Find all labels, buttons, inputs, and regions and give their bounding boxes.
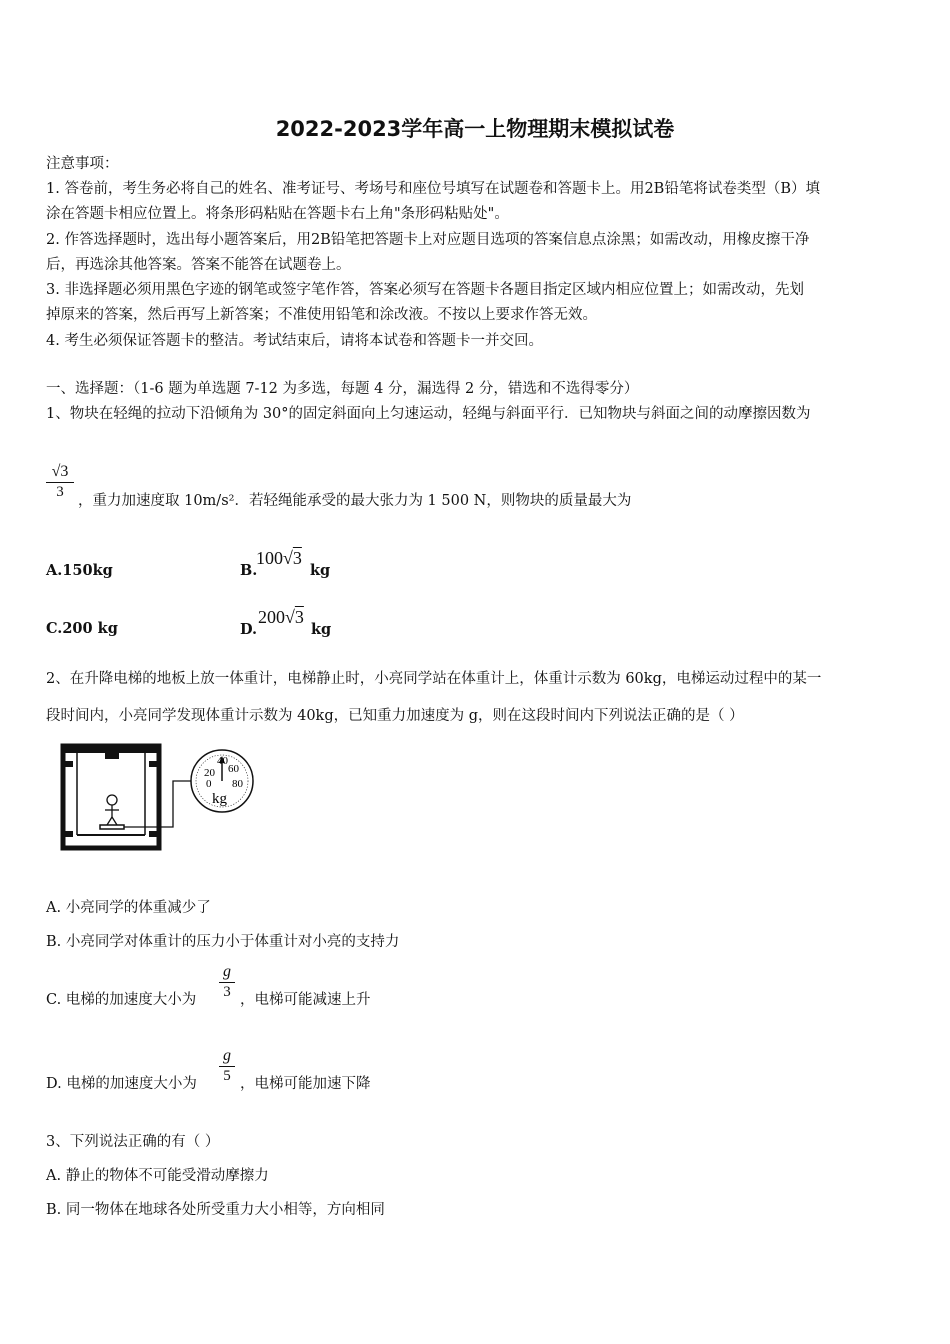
elevator-scale-figure [60, 743, 280, 851]
q2-option-b: B. 小亮同学对体重计的压力小于体重计对小亮的支持力 [46, 934, 400, 950]
notice-line: 2. 作答选择题时，选出每小题答案后，用2B铅笔把答题卡上对应题目选项的答案信息点涂黑；如需改动，用橡皮擦干净 [46, 232, 810, 248]
notice-line: 掉原来的答案，然后再写上新答案；不准使用铅笔和涂改液。不按以上要求作答无效。 [46, 307, 597, 323]
q3-option-a: A. 静止的物体不可能受滑动摩擦力 [46, 1168, 269, 1184]
page-title: 2022-2023学年高一上物理期末模拟试卷 [275, 117, 675, 141]
q3-option-b: B. 同一物体在地球各处所受重力大小相等，方向相同 [46, 1202, 385, 1218]
q2-option-d-fraction: g 5 [219, 1047, 235, 1085]
q1-fraction-num: √3 [51, 463, 69, 480]
q1-option-b-value: 100√3 [256, 548, 302, 568]
q1-stem: 1、物块在轻绳的拉动下沿倾角为 30°的固定斜面向上匀速运动，轻绳与斜面平行．已知物块与斜面之间的动摩擦因数为 [46, 406, 811, 422]
q1-stem-cont: ，重力加速度取 10m/s²．若轻绳能承受的最大张力为 1 500 N，则物块的质量最大为 [78, 493, 632, 509]
q1-fraction-den: 3 [56, 484, 64, 500]
q1-option-c: C.200 kg [46, 620, 118, 637]
dial-unit: kg [212, 791, 227, 807]
notice-line: 1. 答卷前，考生务必将自己的姓名、准考证号、考场号和座位号填写在试题卷和答题卡上。用2B铅笔将试卷类型（B）填 [46, 181, 820, 197]
q2-stem: 2、在升降电梯的地板上放一体重计，电梯静止时，小亮同学站在体重计上，体重计示数为 60kg，电梯运动过程中的某一 [46, 671, 822, 687]
q1-option-a: A.150kg [46, 562, 113, 579]
q2-option-d-suffix: ，电梯可能加速下降 [240, 1076, 371, 1092]
section-heading: 一、选择题：（1-6 题为单选题 7-12 为多选，每题 4 分，漏选得 2 分，错选和不选得零分） [46, 381, 639, 397]
q2-option-c-suffix: ，电梯可能减速上升 [240, 992, 371, 1008]
q1-option-b: B. [240, 562, 258, 579]
dial-label-80: 80 [232, 778, 243, 790]
q2-option-a: A. 小亮同学的体重减少了 [46, 900, 211, 916]
dial-label-60: 60 [228, 763, 239, 775]
dial-label-0: 0 [206, 778, 212, 790]
q2-stem-cont: 段时间内，小亮同学发现体重计示数为 40kg，已知重力加速度为 g，则在这段时间内下列说法正确的是（ ） [46, 708, 744, 724]
q1-fraction [46, 463, 74, 501]
notice-heading: 注意事项： [46, 156, 119, 172]
q1-option-d-unit: kg [311, 621, 332, 638]
dial-label-40: 40 [217, 755, 228, 767]
q1-option-b-unit: kg [310, 562, 331, 579]
dial-label-20: 20 [204, 767, 215, 779]
q2-option-c-fraction: g 3 [219, 963, 235, 1001]
notice-line: 3. 非选择题必须用黑色字迹的钢笔或签字笔作答，答案必须写在答题卡各题目指定区域内相应位置上；如需改动，先划 [46, 282, 804, 298]
q2-option-c: C. 电梯的加速度大小为 [46, 992, 197, 1008]
q2-option-d: D. 电梯的加速度大小为 [46, 1076, 197, 1092]
q1-option-d-value: 200√3 [258, 607, 304, 627]
notice-line: 涂在答题卡相应位置上。将条形码粘贴在答题卡右上角"条形码粘贴处"。 [46, 206, 509, 222]
q3-stem: 3、下列说法正确的有（ ） [46, 1134, 220, 1150]
notice-line: 后，再选涂其他答案。答案不能答在试题卷上。 [46, 257, 351, 273]
q1-option-d: D. [240, 621, 258, 638]
notice-line: 4. 考生必须保证答题卡的整洁。考试结束后，请将本试卷和答题卡一并交回。 [46, 333, 543, 349]
